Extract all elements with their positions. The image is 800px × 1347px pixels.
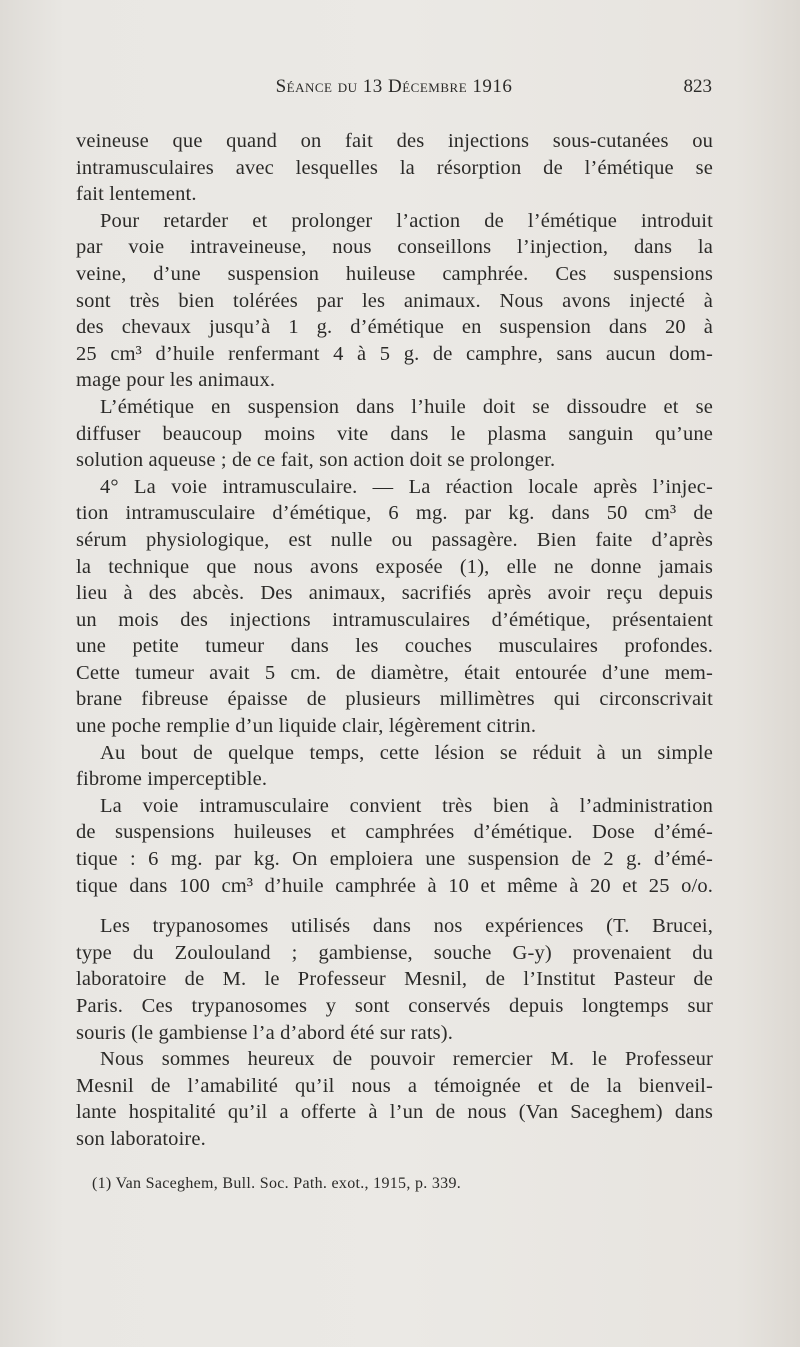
running-header (76, 76, 712, 106)
text-line: tion intramusculaire d’émétique, 6 mg. par kg. dans 50 cm³ de (76, 502, 713, 525)
text-line: tique dans 100 cm³ d’huile camphrée à 10 et même à 20 et 25 o/o. (76, 874, 713, 897)
text-line: Paris. Ces trypanosomes y sont conservés depuis longtemps sur (76, 995, 713, 1017)
paragraph-start: La voie intramusculaire convient très bien à l’administration (100, 794, 713, 817)
text-line: une poche remplie d’un liquide clair, légèrement citrin. (76, 715, 537, 738)
text-line: 25 cm³ d’huile renfermant 4 à 5 g. de camphre, sans aucun dom- (76, 342, 713, 365)
text-line: fibrome imperceptible. (76, 768, 268, 791)
text-line: des chevaux jusqu’à 1 g. d’émétique en suspension dans 20 à (76, 316, 713, 339)
text-line: son laboratoire. (76, 1127, 206, 1150)
text-line: tique : 6 mg. par kg. On emploiera une suspension de 2 g. d’émé- (76, 848, 713, 871)
text-line: Mesnil de l’amabilité qu’il nous a témoignée et de la bienveil- (76, 1074, 713, 1097)
text-line: veine, d’une suspension huileuse camphrée. Ces suspensions (76, 262, 713, 285)
text-line: diffuser beaucoup moins vite dans le plasma sanguin qu’une (76, 422, 713, 445)
page-number: 823 (683, 76, 712, 97)
text-line: souris (le gambiense l’a d’abord été sur rats). (76, 1021, 454, 1044)
paragraph-start: L’émétique en suspension dans l’huile doit se dissoudre et se (100, 395, 713, 418)
text-line: intramusculaires avec lesquelles la résorption de l’émétique se (76, 156, 713, 179)
paragraph-gap (76, 899, 713, 913)
paragraph-start: Les trypanosomes utilisés dans nos expériences (T. Brucei, (100, 915, 713, 938)
text-line: Cette tumeur avait 5 cm. de diamètre, était entourée d’une mem- (76, 661, 713, 684)
text-line: un mois des injections intramusculaires d’émétique, présentaient (76, 608, 713, 631)
body-text (76, 128, 713, 1153)
paragraph-start: Pour retarder et prolonger l’action de l’émétique introduit (100, 209, 713, 232)
text-line: mage pour les animaux. (76, 369, 276, 392)
text-line: sérum physiologique, est nulle ou passagère. Bien faite d’après (76, 528, 713, 551)
text-line: sont très bien tolérées par les animaux. Nous avons injecté à (76, 289, 713, 312)
header-title: Séance du 13 Décembre 1916 (275, 76, 513, 97)
text-line: une petite tumeur dans les couches musculaires profondes. (76, 635, 713, 658)
paragraph-start: Nous sommes heureux de pouvoir remercier M. le Professeur (100, 1048, 713, 1071)
text-line: lieu à des abcès. Des animaux, sacrifiés après avoir reçu depuis (76, 582, 713, 605)
text-line: brane fibreuse épaisse de plusieurs millimètres qui circonscrivait (76, 688, 713, 711)
text-line: solution aqueuse ; de ce fait, son action doit se prolonger. (76, 449, 556, 472)
text-line: type du Zoulouland ; gambiense, souche G-y) provenaient du (76, 941, 713, 964)
paragraph-start: Au bout de quelque temps, cette lésion se réduit à un simple (100, 741, 713, 764)
text-line: fait lentement. (76, 183, 197, 206)
text-line: lante hospitalité qu’il a offerte à l’un de nous (Van Saceghem) dans (76, 1101, 713, 1124)
text-line: la technique que nous avons exposée (1), elle ne donne jamais (76, 555, 713, 578)
text-line: de suspensions huileuses et camphrées d’émétique. Dose d’émé- (76, 821, 713, 844)
section-heading-line: 4° La voie intramusculaire. — La réaction locale après l’injec- (100, 475, 713, 498)
footnote: (1) Van Saceghem, Bull. Soc. Path. exot., 1915, p. 339. (92, 1175, 462, 1192)
text-line: laboratoire de M. le Professeur Mesnil, de l’Institut Pasteur de (76, 968, 713, 991)
text-line: par voie intraveineuse, nous conseillons l’injection, dans la (76, 236, 713, 259)
text-line: veineuse que quand on fait des injections sous-cutanées ou (76, 130, 713, 152)
